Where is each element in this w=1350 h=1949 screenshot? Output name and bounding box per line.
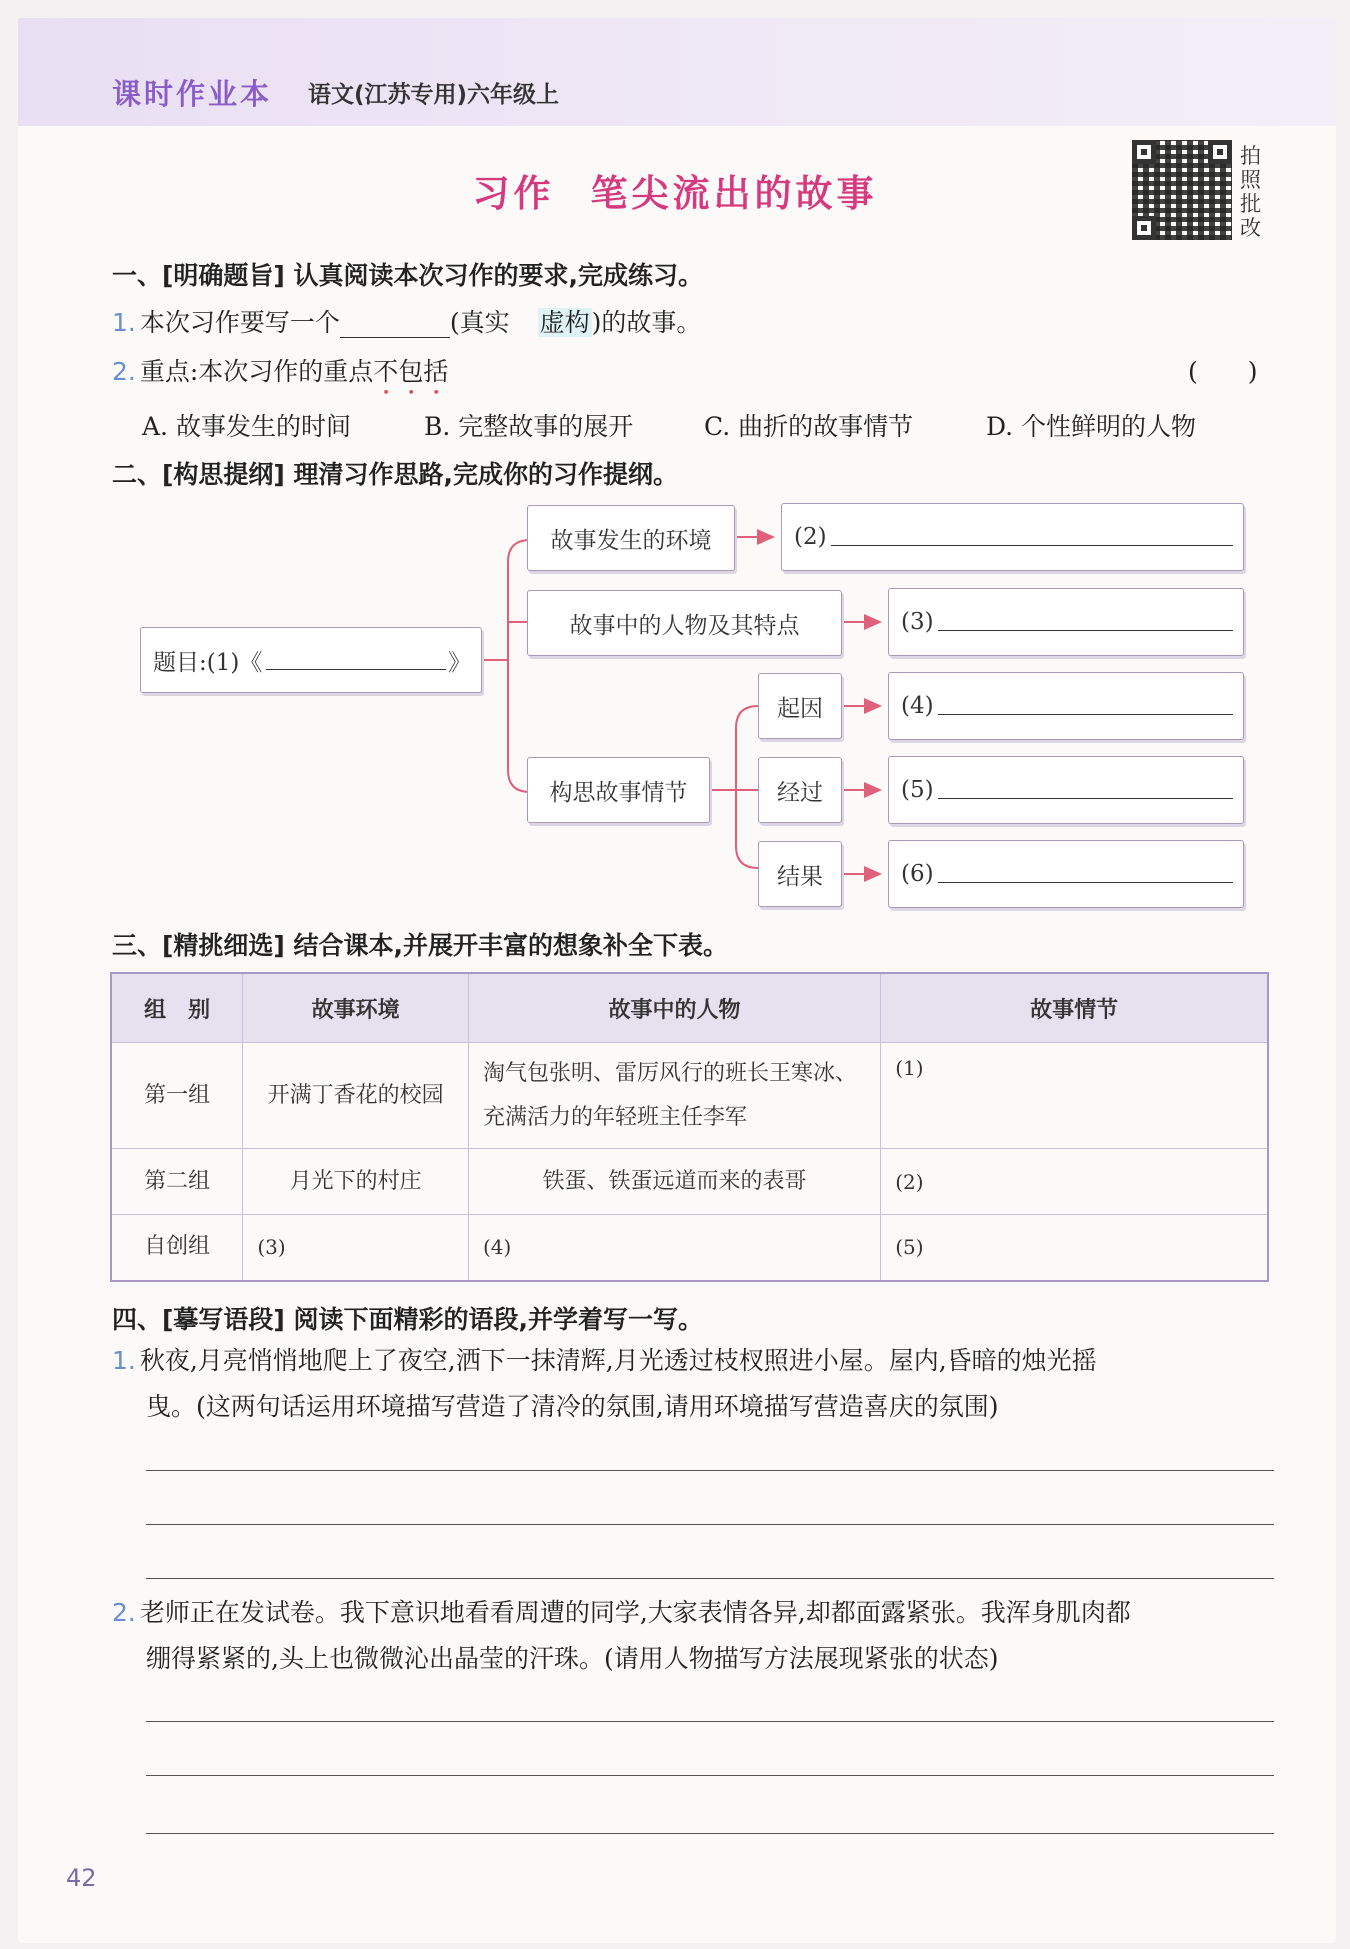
q1-1-number: 1. (112, 308, 136, 337)
topic-label-end: 》 (448, 649, 471, 676)
branch-environment: 故事发生的环境 (527, 505, 735, 571)
answer-box-4[interactable] (888, 672, 1244, 740)
col-plot: 故事情节 (881, 973, 1268, 1043)
section1-heading: 一、[明确题旨] 认真阅读本次习作的要求,完成练习。 (112, 261, 704, 290)
answer-line-2[interactable] (831, 545, 1233, 546)
cell-plot-answer[interactable]: (1) (881, 1043, 1268, 1149)
q4-1-passage (112, 1338, 1282, 1430)
answer-box-2[interactable] (781, 503, 1244, 571)
book-subject: 语文(江苏专用)六年级上 (308, 82, 560, 108)
qr-label: 拍照批改 (1240, 144, 1261, 240)
table-row (111, 1149, 1268, 1215)
answer-box-6[interactable] (888, 840, 1244, 908)
answer-label-2: (2) (794, 524, 827, 550)
q4-2-passage (112, 1590, 1282, 1682)
answer-line[interactable] (146, 1775, 1274, 1776)
q1-1-text-end: )的故事。 (591, 308, 702, 337)
q4-1-number: 1. (112, 1346, 136, 1375)
book-brand: 课时作业本 (112, 77, 273, 111)
q1-1 (112, 303, 701, 339)
col-people: 故事中的人物 (468, 973, 880, 1043)
cell-plot-answer[interactable]: (2) (881, 1149, 1268, 1215)
story-table (110, 972, 1269, 1282)
option-b[interactable]: B. 完整故事的展开 (424, 412, 634, 441)
title-part1: 习作 (472, 172, 555, 215)
q1-2-number: 2. (112, 357, 136, 386)
branch-process: 经过 (758, 757, 842, 823)
branch-people: 故事中的人物及其特点 (527, 590, 842, 656)
cell-plot-answer[interactable]: (5) (881, 1215, 1268, 1281)
branch-plot: 构思故事情节 (527, 757, 710, 823)
q4-2-line1: 老师正在发试卷。我下意识地看看周遭的同学,大家表情各异,却都面露紧张。我浑身肌肉都 (139, 1598, 1131, 1627)
answer-line-4[interactable] (938, 714, 1233, 715)
section4-heading: 四、[摹写语段] 阅读下面精彩的语段,并学着写一写。 (112, 1305, 704, 1334)
option-d[interactable]: D. 个性鲜明的人物 (986, 412, 1197, 441)
section3-heading: 三、[精挑细选] 结合课本,并展开丰富的想象补全下表。 (112, 931, 729, 960)
answer-label-5: (5) (901, 777, 934, 803)
q1-2-text: 重点:本次习作的重点 (139, 357, 374, 386)
q1-2 (112, 352, 448, 401)
q1-1-option-real: (真实 (449, 308, 510, 337)
qr-code-icon[interactable] (1132, 140, 1232, 240)
topic-label: 题目:(1)《 (153, 649, 263, 676)
table-header-row (111, 973, 1268, 1043)
cell-environment: 开满丁香花的校园 (243, 1043, 469, 1149)
answer-label-3: (3) (901, 609, 934, 635)
answer-line[interactable] (146, 1833, 1274, 1834)
q1-2-emphasis: 不 (373, 357, 399, 386)
q4-2-number: 2. (112, 1598, 136, 1627)
q1-2-text-end: 包括 (398, 357, 449, 386)
answer-box-5[interactable] (888, 756, 1244, 824)
section2-heading: 二、[构思提纲] 理清习作思路,完成你的习作提纲。 (112, 460, 679, 489)
col-group: 组 别 (111, 973, 243, 1043)
cell-people-answer[interactable]: (4) (468, 1215, 880, 1281)
answer-box-3[interactable] (888, 588, 1244, 656)
answer-line-5[interactable] (938, 798, 1233, 799)
branch-cause: 起因 (758, 673, 842, 739)
answer-line[interactable] (146, 1524, 1274, 1525)
answer-label-6: (6) (901, 861, 934, 887)
title-part2: 笔尖流出的故事 (590, 172, 878, 215)
table-row (111, 1215, 1268, 1281)
q1-1-text: 本次习作要写一个 (139, 308, 340, 337)
cell-environment-answer[interactable]: (3) (243, 1215, 469, 1281)
q1-2-answer-paren[interactable]: ( ) (1188, 357, 1258, 386)
answer-line-6[interactable] (938, 882, 1233, 883)
cell-group: 第二组 (111, 1149, 243, 1215)
answer-line[interactable] (146, 1470, 1274, 1471)
page-number: 42 (66, 1864, 97, 1892)
topic-blank[interactable] (266, 669, 446, 670)
answer-line-3[interactable] (938, 630, 1233, 631)
mindmap-topic (140, 627, 482, 693)
q1-1-option-fiction: 虚构 (539, 308, 590, 337)
q4-1-line2: 曳。(这两句话运用环境描写营造了清冷的氛围,请用环境描写营造喜庆的氛围) (146, 1392, 999, 1421)
answer-label-4: (4) (901, 693, 934, 719)
col-environment: 故事环境 (243, 973, 469, 1043)
option-a[interactable]: A. 故事发生的时间 (142, 412, 351, 441)
q4-2-line2: 绷得紧紧的,头上也微微沁出晶莹的汗珠。(请用人物描写方法展现紧张的状态) (146, 1644, 999, 1673)
q4-1-line1: 秋夜,月亮悄悄地爬上了夜空,洒下一抹清辉,月光透过枝杈照进小屋。屋内,昏暗的烛光摇 (139, 1346, 1097, 1375)
option-c[interactable]: C. 曲折的故事情节 (704, 412, 914, 441)
q1-1-blank[interactable] (340, 308, 450, 338)
cell-people: 铁蛋、铁蛋远道而来的表哥 (468, 1149, 880, 1215)
branch-result: 结果 (758, 841, 842, 907)
cell-group: 自创组 (111, 1215, 243, 1281)
cell-environment: 月光下的村庄 (243, 1149, 469, 1215)
table-row (111, 1043, 1268, 1149)
answer-line[interactable] (146, 1578, 1274, 1579)
answer-line[interactable] (146, 1721, 1274, 1722)
cell-group: 第一组 (111, 1043, 243, 1149)
cell-people: 淘气包张明、雷厉风行的班长王寒冰、充满活力的年轻班主任李军 (468, 1043, 880, 1149)
